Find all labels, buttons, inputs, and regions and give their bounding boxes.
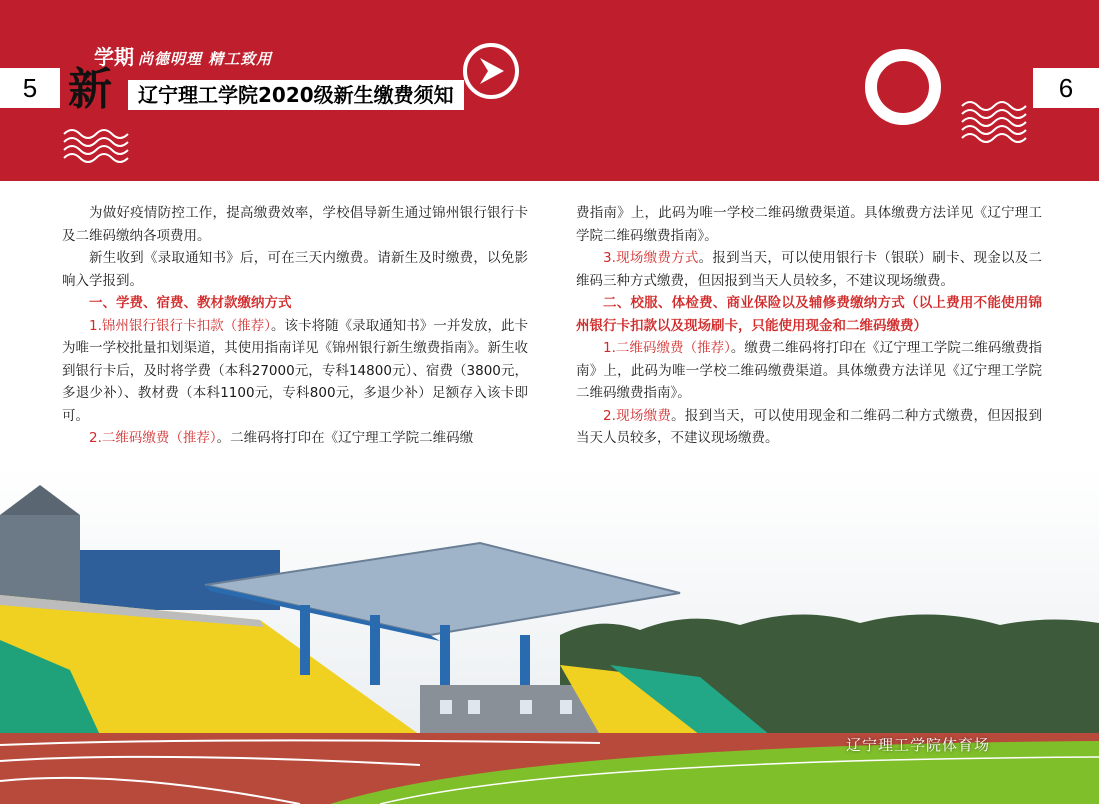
stadium-photo	[0, 465, 1099, 804]
photo-caption: 辽宁理工学院体育场	[846, 736, 991, 754]
item-qr-code-continued: 费指南》上，此码为唯一学校二维码缴费渠道。具体缴费方法详见《辽宁理工学院二维码缴费指南》。	[576, 205, 1042, 244]
logo-text-top: 学期	[94, 45, 134, 69]
page-number-left: 5	[0, 68, 60, 108]
item-onsite	[576, 247, 1042, 292]
school-motto: 尚德明理 精工致用	[138, 50, 273, 68]
item-s2-onsite	[576, 405, 1042, 450]
item-text: 。报到当天，可以使用银行卡（银联）刷卡、现金以及二维码三种方式缴费，但因报到当天人员较多，不建议现场缴费。	[576, 250, 1042, 289]
arrow-right-icon	[462, 42, 520, 100]
page-number-right: 6	[1033, 68, 1099, 108]
new-semester-logo	[66, 42, 134, 115]
logo-text-big: 新	[68, 64, 112, 115]
item-bank-card	[62, 315, 528, 428]
item-label: 2.现场缴费	[603, 407, 672, 424]
item-label: 2.二维码缴费（推荐）	[89, 430, 217, 446]
header-banner	[0, 0, 1099, 181]
item-label: 3.现场缴费方式	[603, 250, 699, 266]
item-s2-qr-code	[576, 337, 1042, 405]
item-text: 。报到当天，可以使用现金和二维码二种方式缴费，但因报到当天人员较多，不建议现场缴费。	[576, 407, 1042, 446]
wave-lines-icon	[960, 92, 1032, 154]
item-text: 。二维码将打印在《辽宁理工学院二维码缴	[216, 430, 474, 446]
page-title: 辽宁理工学院2020级新生缴费须知	[128, 80, 464, 110]
item-text: 。缴费二维码将打印在《辽宁理工学院二维码缴费指南》上，此码为唯一学校二维码缴费渠道。具体缴费方法详见《辽宁理工学院二维码缴费指南》。	[576, 340, 1042, 401]
section-heading-2: 二、校服、体检费、商业保险以及辅修费缴纳方式（以上费用不能使用锦州银行卡扣款以及现场刷卡，只能使用现金和二维码缴费）	[576, 295, 1042, 334]
section-heading-1: 一、学费、宿费、教材款缴纳方式	[89, 295, 292, 311]
item-label: 1.二维码缴费（推荐）	[603, 340, 731, 356]
right-text-column	[576, 202, 1042, 450]
item-text: 。该卡将随《录取通知书》一并发放，此卡为唯一学校批量扣划渠道，其使用指南详见《锦州银行新生缴费指南》。新生收到银行卡后，及时将学费（本科27000元，专科14800元）、宿费（3800元，多退少补）、教材费（本科1100元，专科800元，多退少补）足额存入该卡即可。	[62, 317, 528, 424]
item-label: 1.锦州银行银行卡扣款（推荐）	[89, 317, 272, 334]
item-qr-code	[62, 427, 528, 450]
deadline-paragraph: 新生收到《录取通知书》后，可在三天内缴费。请新生及时缴费，以免影响入学报到。	[62, 250, 528, 289]
wave-lines-icon	[62, 114, 132, 176]
intro-paragraph: 为做好疫情防控工作，提高缴费效率，学校倡导新生通过锦州银行银行卡及二维码缴纳各项费用。	[62, 205, 528, 244]
ring-icon	[862, 46, 944, 128]
left-text-column	[62, 202, 528, 450]
